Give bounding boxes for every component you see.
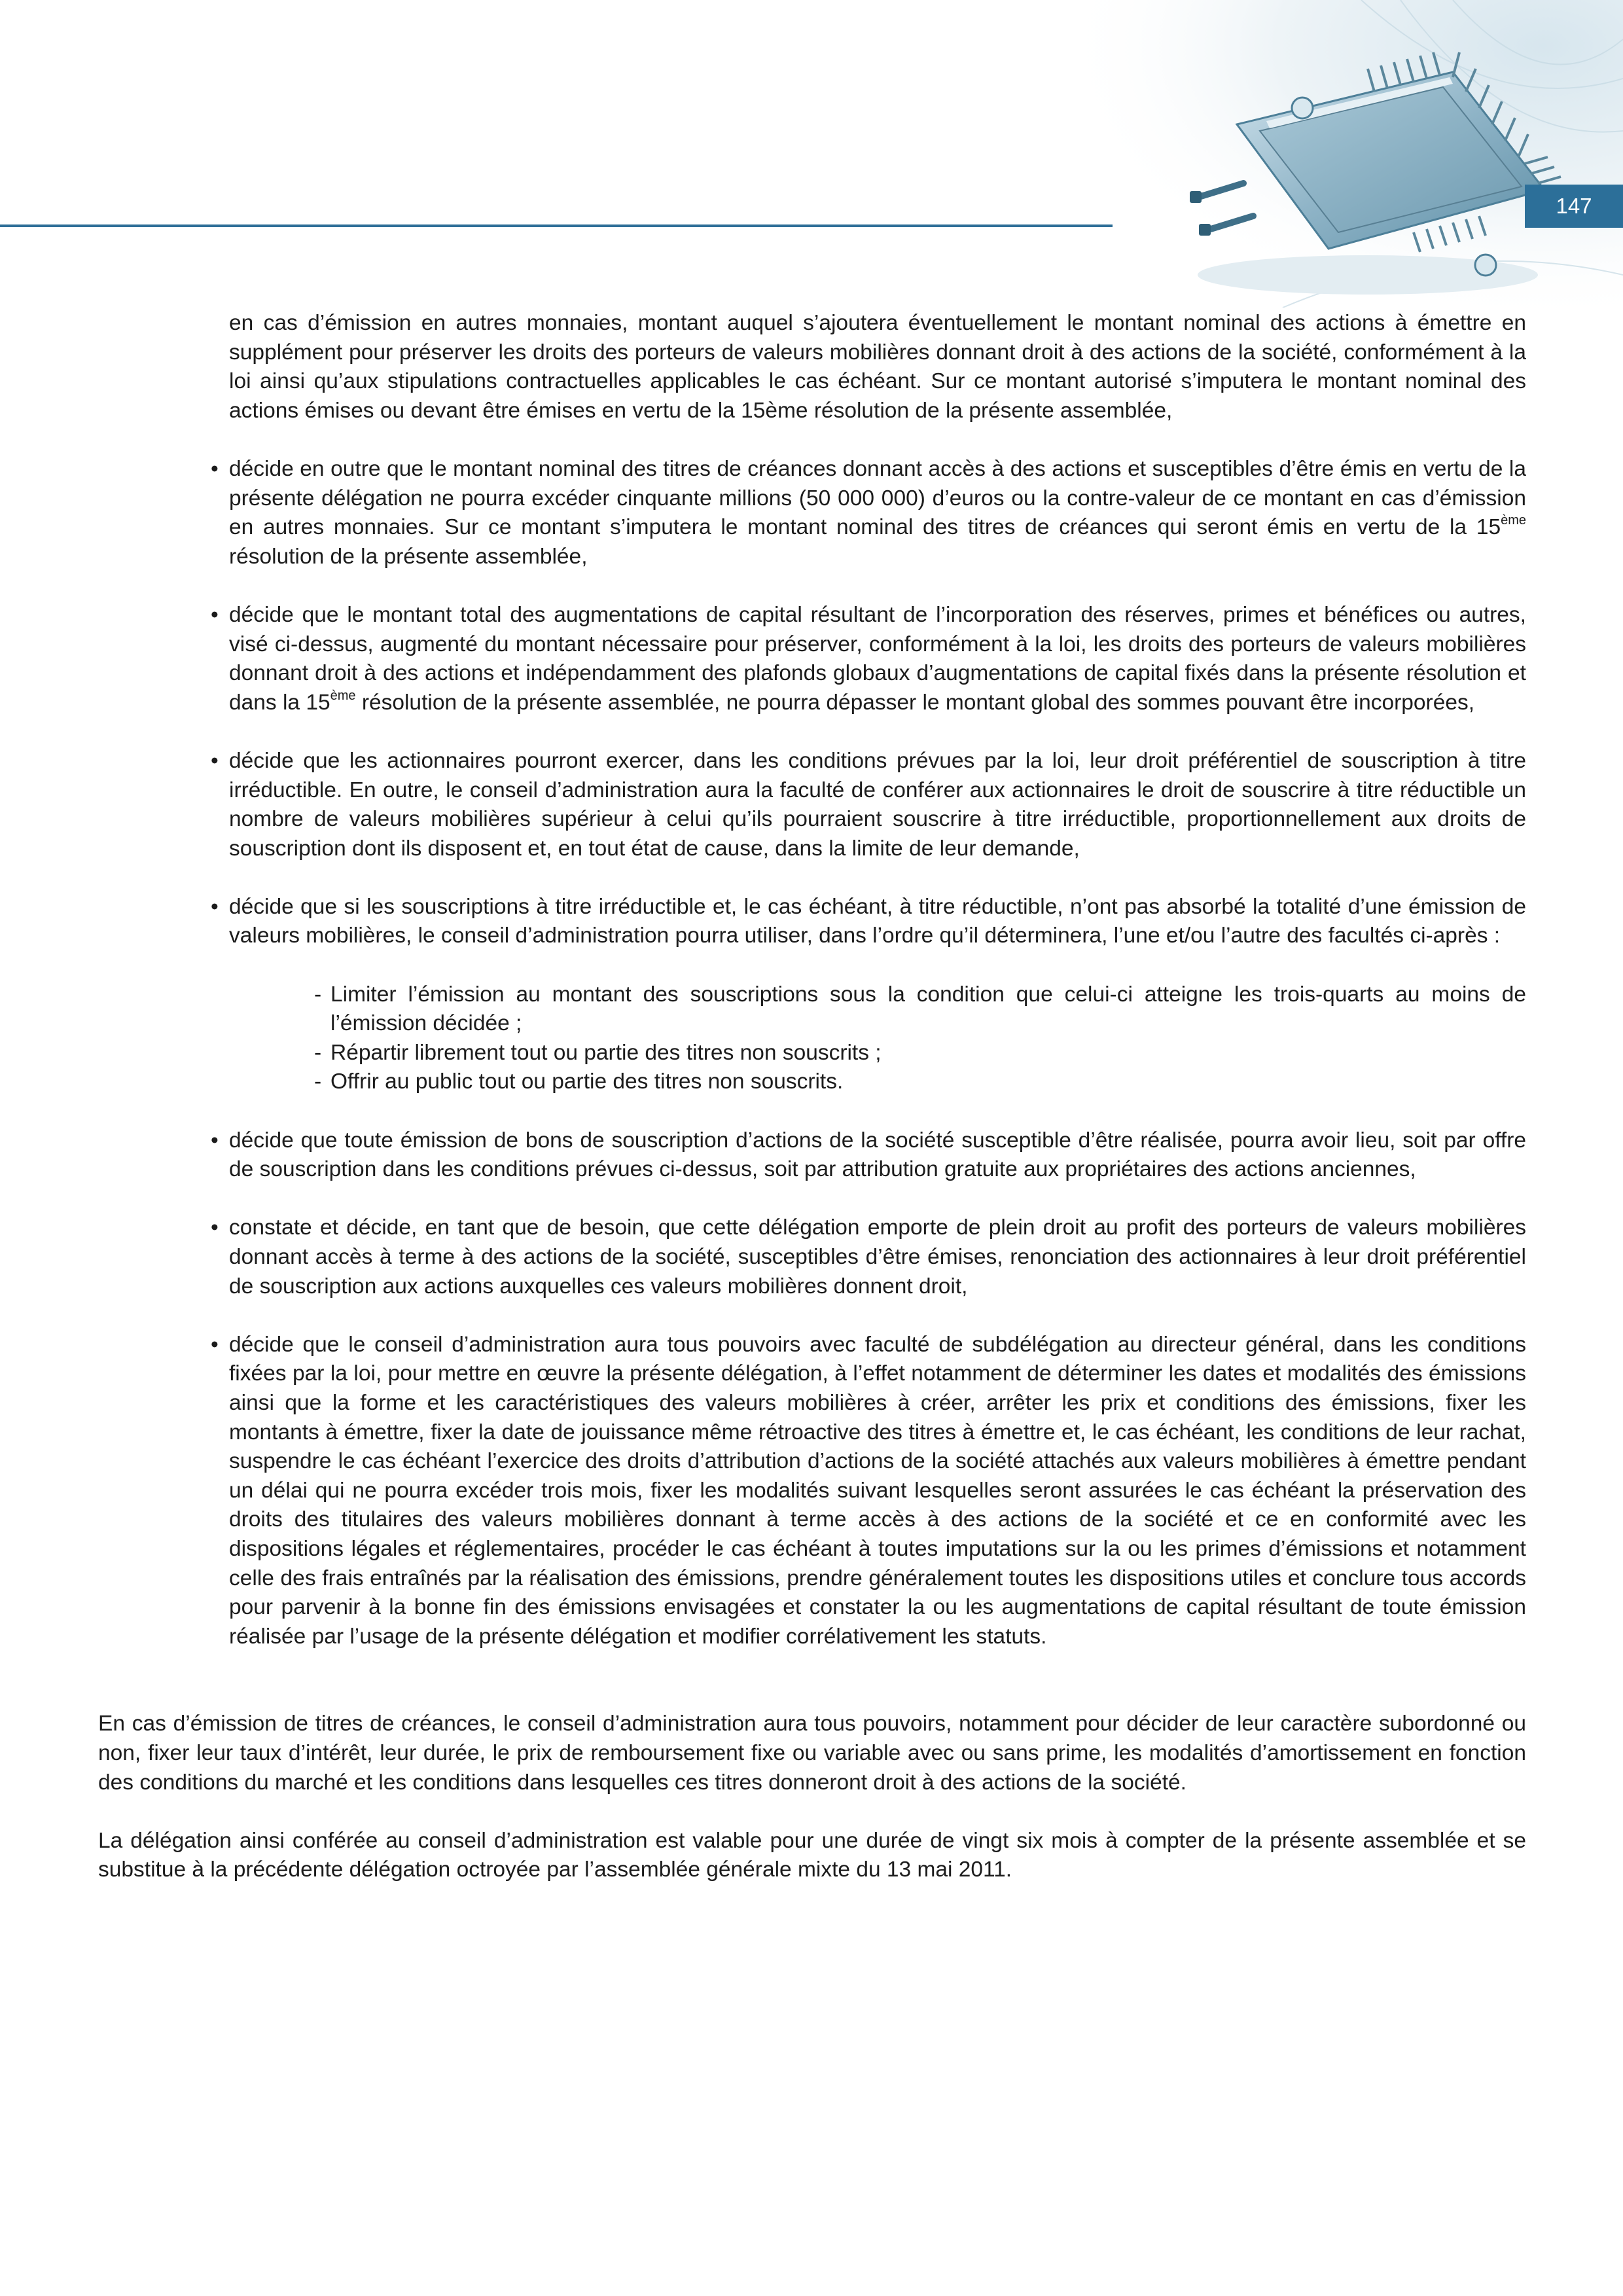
list-item-text: décide que les actionnaires pourront exercer, dans les conditions prévues par la loi, leur droit préférentiel de souscription à titre irréductible. En outre, le conseil d’administration aura la faculté de conférer aux actionnaires le droit de souscrire à titre réductible un nombre de valeurs mobilières supérieur à celui qu’ils pourraient souscrire à titre irréductible, proportionnellement aux droits de souscription dont ils disposent et, en tout état de cause, dans la limite de leur demande, — [229, 748, 1526, 861]
list-item-text: décide que le montant total des augmentations de capital résultant de l’incorporation des réserves, primes et bénéfices ou autres, visé ci-dessus, augmenté du montant nécessaire pour préserver, conformément à la loi, les droits des porteurs de valeurs mobilières donnant droit à des actions et indépendamment des plafonds globaux d’augmentations de capital fixés dans la présente résolution et dans la 15 — [229, 602, 1526, 715]
dash-icon: - — [314, 1069, 322, 1094]
header-rule — [0, 224, 1113, 227]
continuation-paragraph: en cas d’émission en autres monnaies, montant auquel s’ajoutera éventuellement le montant nominal des actions à émettre en supplément pour préserver les droits des porteurs de valeurs mobilières donnant droit à des actions de la société, conformément à la loi ainsi qu’aux stipulations contractuelles applicables le cas échéant. Sur ce montant autorisé s’imputera le montant nominal des actions émises ou devant être émises en vertu de la 15ème résolution de la présente assemblée, — [229, 311, 1526, 423]
electronic-component-icon — [1086, 0, 1623, 308]
sub-list-item — [98, 1039, 1526, 1068]
list-item — [98, 455, 1526, 571]
dash-icon: - — [314, 982, 322, 1007]
superscript: ème — [330, 688, 356, 703]
sub-list-item-text: Répartir librement tout ou partie des titres non souscrits ; — [330, 1040, 882, 1065]
body-paragraph: La délégation ainsi conférée au conseil d’administration est valable pour une durée de vingt six mois à compter de la présente assemblée et se substitue à la précédente délégation octroyée par l’assemblée générale mixte du 13 mai 2011. — [98, 1828, 1526, 1882]
page-number: 147 — [1556, 194, 1592, 218]
list-item-text: résolution de la présente assemblée, — [229, 544, 588, 569]
superscript: ème — [1501, 513, 1526, 528]
body-paragraph: En cas d’émission de titres de créances, le conseil d’administration aura tous pouvoirs, notamment pour décider de leur caractère subordonné ou non, fixer leur taux d’intérêt, leur durée, le prix de remboursement fixe ou variable avec ou sans prime, les modalités d’amortissement en fonction des conditions du marché et les conditions dans lesquelles ces titres donneront droit à des actions de la société. — [98, 1712, 1526, 1795]
sub-list-item — [98, 980, 1526, 1039]
document-body — [98, 309, 1526, 1885]
bullet-icon: • — [211, 1332, 219, 1357]
sub-list — [98, 980, 1526, 1097]
sub-list-item — [98, 1067, 1526, 1097]
list-item-text: résolution de la présente assemblée, ne pourra dépasser le montant global des sommes pouvant être incorporées, — [355, 690, 1475, 715]
list-item — [98, 601, 1526, 717]
list-item-text: décide en outre que le montant nominal des titres de créances donnant accès à des actions et susceptibles d’être émis en vertu de la présente délégation ne pourra excéder cinquante millions (50 000 000) d’euros ou la contre-valeur de ce montant en cas d’émission en autres monnaies. Sur ce montant s’imputera le montant nominal des titres de créances qui seront émis en vertu de la 15 — [229, 456, 1526, 540]
list-item-text: constate et décide, en tant que de besoin, que cette délégation emporte de plein droit au profit des porteurs de valeurs mobilières donnant accès à terme à des actions de la société, susceptibles d’être émises, renonciation des actionnaires à leur droit préférentiel de souscription aux actions auxquelles ces valeurs mobilières donnent droit, — [229, 1215, 1526, 1299]
dash-icon: - — [314, 1040, 322, 1065]
bullet-icon: • — [211, 748, 219, 773]
list-item — [98, 1213, 1526, 1301]
list-item-text: décide que toute émission de bons de souscription d’actions de la société susceptible d’être réalisée, pourra avoir lieu, soit par offre de souscription dans les conditions prévues ci-dessus, soit par attribution gratuite aux propriétaires des actions anciennes, — [229, 1128, 1526, 1182]
sub-list-item-text: Offrir au public tout ou partie des titres non souscrits. — [330, 1069, 844, 1094]
list-item-text: décide que si les souscriptions à titre irréductible et, le cas échéant, à titre réductible, n’ont pas absorbé la totalité d’une émission de valeurs mobilières, le conseil d’administration pourra utiliser, dans l’ordre qu’il déterminera, l’une et/ou l’autre des facultés ci-après : — [229, 894, 1526, 948]
list-item — [98, 747, 1526, 863]
bullet-icon: • — [211, 1215, 219, 1240]
list-item — [98, 1331, 1526, 1652]
bullet-icon: • — [211, 1128, 219, 1153]
bullet-icon: • — [211, 456, 219, 481]
list-item-text: décide que le conseil d’administration aura tous pouvoirs avec faculté de subdélégation au directeur général, dans les conditions fixées par la loi, pour mettre en œuvre la présente délégation, à l’effet notamment de déterminer les dates et modalités des émissions ainsi que la forme et les caractéristiques des valeurs mobilières à créer, arrêter les prix et conditions des émissions, fixer les montants à émettre, fixer la date de jouissance même rétroactive des titres à émettre et, le cas échéant, les conditions de leur rachat, suspendre le cas échéant l’exercice des droits d’attribution d’actions de la société attachés aux valeurs mobilières à émettre pendant un délai qui ne pourra excéder trois mois, fixer les modalités suivant lesquelles seront assurées le cas échéant la préservation des droits des titulaires des valeurs mobilières donnant à terme accès à des actions de la société et ce en conformité avec les dispositions légales et réglementaires, procéder le cas échéant à toutes imputations sur la ou les primes d’émissions et notamment celle des frais entraînés par la réalisation des émissions, prendre généralement toutes les dispositions utiles et conclure tous accords pour parvenir à la bonne fin des émissions envisagées et constater la ou les augmentations de capital résultant de toute émission réalisée par l’usage de la présente délégation et modifier corrélativement les statuts. — [229, 1332, 1526, 1649]
list-item — [98, 893, 1526, 951]
bullet-icon: • — [211, 894, 219, 919]
page-number-badge — [1525, 185, 1623, 228]
bullet-icon: • — [211, 602, 219, 627]
sub-list-item-text: Limiter l’émission au montant des souscriptions sous la condition que celui-ci atteigne les trois-quarts au moins de l’émission décidée ; — [330, 982, 1526, 1036]
list-item — [98, 1126, 1526, 1185]
